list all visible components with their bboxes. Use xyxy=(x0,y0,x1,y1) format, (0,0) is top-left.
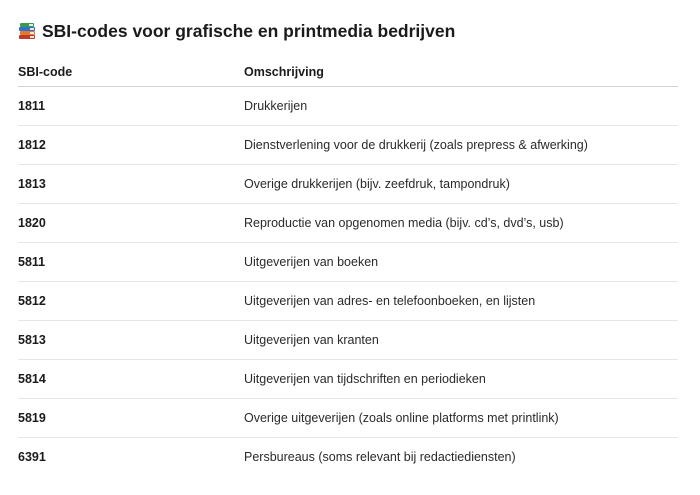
description-cell: Uitgeverijen van tijdschriften en periodieken xyxy=(244,360,678,399)
description-cell: Overige drukkerijen (bijv. zeefdruk, tampondruk) xyxy=(244,165,678,204)
sbi-table xyxy=(18,58,678,476)
table-row xyxy=(18,321,678,360)
table-row xyxy=(18,399,678,438)
sbi-code-cell: 5811 xyxy=(18,243,244,282)
description-cell: Reproductie van opgenomen media (bijv. cd’s, dvd’s, usb) xyxy=(244,204,678,243)
sbi-code-cell: 1812 xyxy=(18,126,244,165)
description-cell: Persbureaus (soms relevant bij redactiediensten) xyxy=(244,450,516,464)
description-cell: Uitgeverijen van adres- en telefoonboeken, en lijsten xyxy=(244,282,678,321)
table-row xyxy=(18,165,678,204)
table-row xyxy=(18,360,678,399)
description-cell: Drukkerijen xyxy=(244,87,678,126)
books-icon xyxy=(18,22,36,40)
column-header-code: SBI-code xyxy=(18,58,244,87)
sbi-code-cell: 6391 xyxy=(18,450,46,464)
table-header-row xyxy=(18,58,678,87)
sbi-code-cell: 1811 xyxy=(18,87,244,126)
table-row xyxy=(18,243,678,282)
description-cell: Overige uitgeverijen (zoals online platforms met printlink) xyxy=(244,399,678,438)
page-title: SBI-codes voor grafische en printmedia bedrijven xyxy=(42,20,456,41)
sbi-code-cell: 5813 xyxy=(18,321,244,360)
sbi-code-cell: 5814 xyxy=(18,360,244,399)
sbi-code-cell: 5819 xyxy=(18,399,244,438)
description-cell: Uitgeverijen van kranten xyxy=(244,321,678,360)
table-row xyxy=(18,126,678,165)
description-cell: Dienstverlening voor de drukkerij (zoals prepress & afwerking) xyxy=(244,126,678,165)
table-row xyxy=(18,204,678,243)
sbi-code-cell: 1813 xyxy=(18,165,244,204)
table-row xyxy=(18,87,678,126)
table-row xyxy=(18,282,678,321)
heading-row xyxy=(18,18,678,44)
description-cell: Uitgeverijen van boeken xyxy=(244,243,678,282)
column-header-description: Omschrijving xyxy=(244,58,678,87)
sbi-code-cell: 1820 xyxy=(18,204,244,243)
table-row xyxy=(18,438,678,477)
sbi-code-cell: 5812 xyxy=(18,282,244,321)
document-page xyxy=(0,18,700,495)
